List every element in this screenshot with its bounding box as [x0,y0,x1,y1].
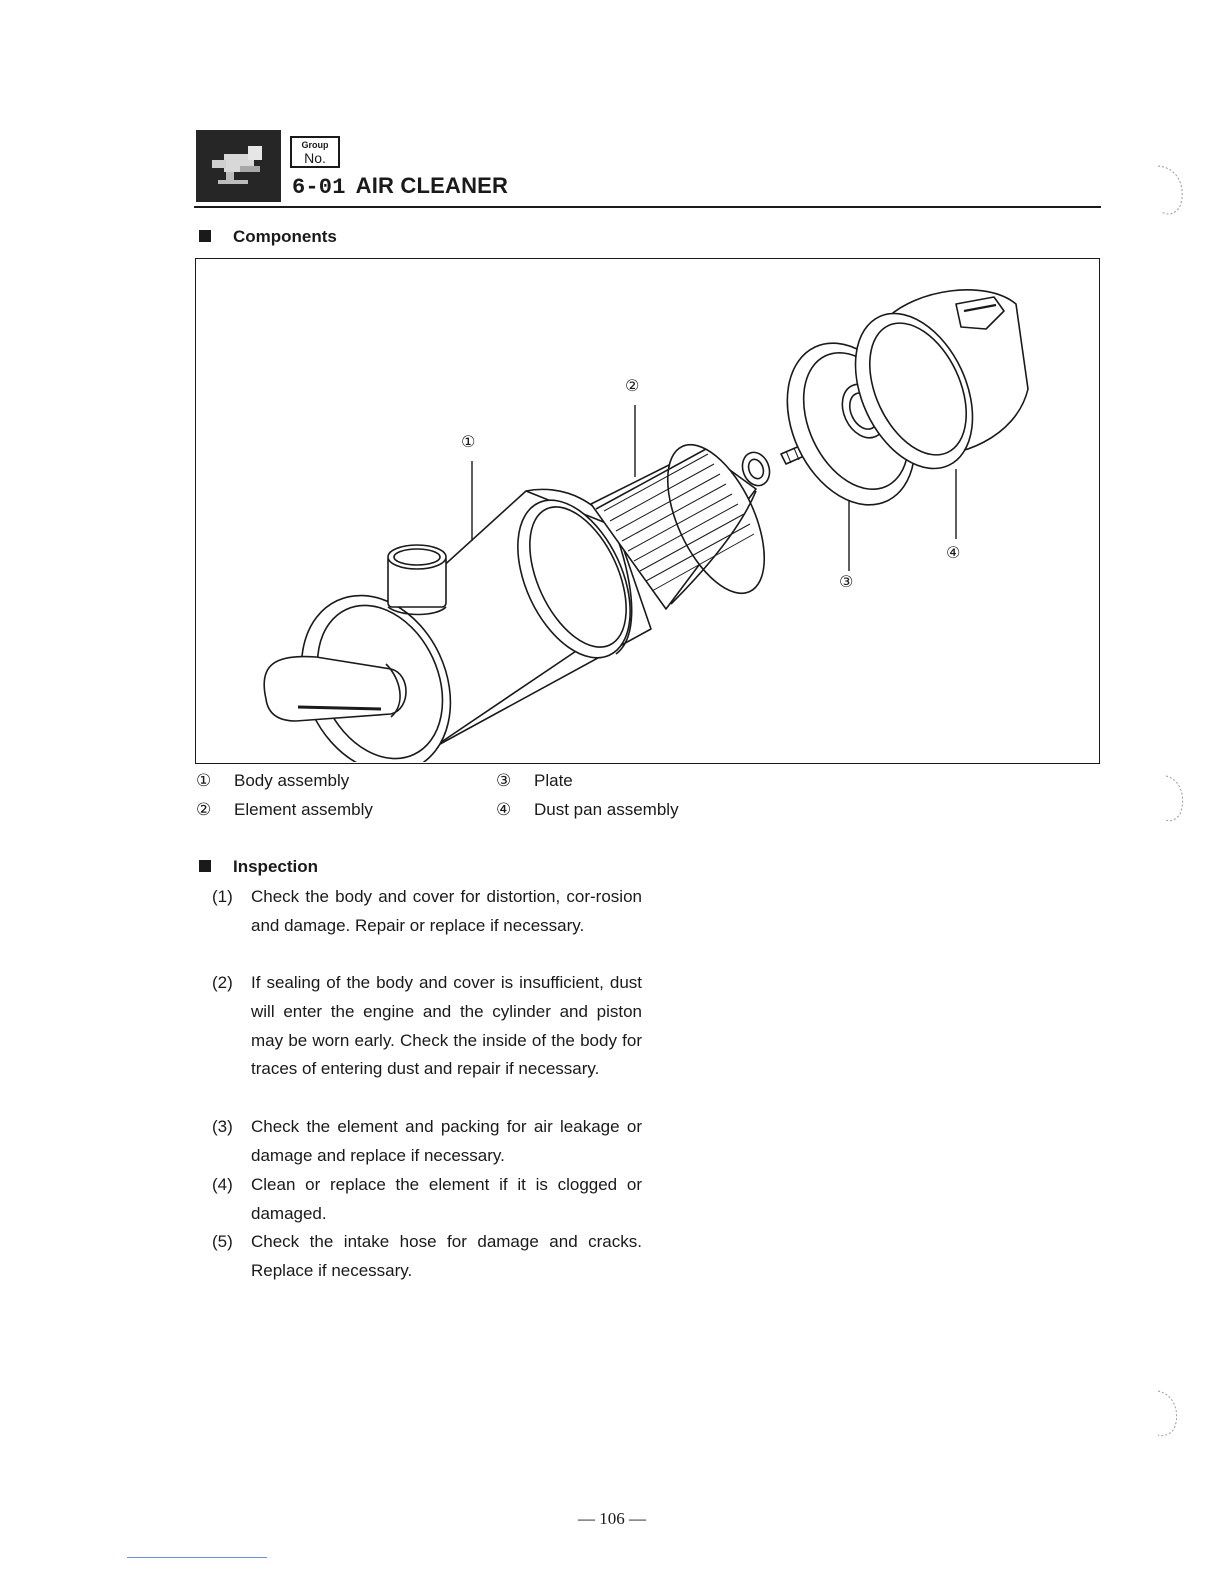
legend-item-element-assembly [196,800,373,820]
title-divider [194,206,1101,208]
air-cleaner-exploded-diagram [196,259,1098,762]
step-number: (1) [212,887,233,906]
section-number: 6-01 [292,175,346,200]
inspection-heading-text: Inspection [233,857,319,876]
inspection-step-1 [212,883,642,941]
engine-icon [196,130,281,202]
components-figure [195,258,1100,764]
step-number: (3) [212,1117,233,1136]
legend-item-plate [496,771,573,791]
components-heading-text: Components [233,227,337,246]
legend-marker: ④ [496,800,512,820]
step-text: Clean or replace the element if it is clogged or damaged. [251,1175,642,1223]
callout-3: ③ [839,572,854,591]
legend-item-body-assembly [196,771,349,791]
legend-label: Dust pan assembly [534,800,679,819]
chapter-tab [196,130,281,202]
inspection-step-4 [212,1171,642,1229]
group-number-box [290,136,340,168]
legend-item-dust-pan-assembly [496,800,679,820]
binder-hole-mark [1150,160,1190,220]
group-no-label: No. [304,150,326,166]
body-assembly-drawing [264,483,653,762]
step-text: Check the intake hose for damage and cracks. Replace if necessary. [251,1232,642,1280]
square-bullet-icon [199,230,211,242]
step-number: (2) [212,973,233,992]
step-number: (5) [212,1232,233,1251]
square-bullet-icon [199,860,211,872]
page-number: — 106 — [578,1509,646,1528]
step-text: If sealing of the body and cover is insufficient, dust will enter the engine and the cylinder and piston may be worn early. Check the inside of the body for traces of entering dust and repair if necessary. [251,973,642,1079]
inspection-heading [199,857,318,877]
legend-label: Body assembly [234,771,350,790]
inspection-step-5 [212,1228,642,1286]
components-heading [199,227,337,247]
legend-label: Element assembly [234,800,373,819]
legend-marker: ① [196,771,212,791]
legend-marker: ③ [496,771,512,791]
callout-4: ④ [946,543,961,562]
step-text: Check the element and packing for air leakage or damage and replace if necessary. [251,1117,642,1165]
step-number: (4) [212,1175,233,1194]
inspection-step-3 [212,1113,642,1171]
callout-1: ① [461,432,476,451]
section-title-text: AIR CLEANER [355,173,509,198]
group-label: Group [301,140,329,150]
callout-2: ② [625,376,640,395]
step-text: Check the body and cover for distortion, cor-rosion and damage. Repair or replace if necessary. [251,887,642,935]
binder-hole-mark [1160,770,1190,825]
legend-label: Plate [534,771,573,790]
inspection-step-2 [212,969,642,1084]
section-title [292,173,508,200]
binder-hole-mark [1150,1385,1185,1440]
footer-rule [127,1557,267,1558]
legend-marker: ② [196,800,212,820]
